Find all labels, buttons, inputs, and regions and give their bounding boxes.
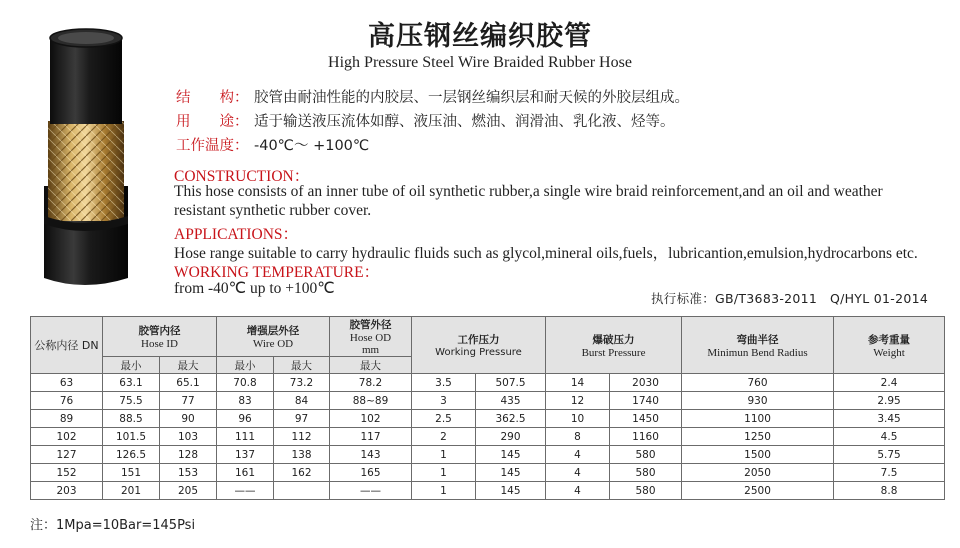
cell: 435 — [476, 392, 546, 410]
cell: 7.5 — [834, 464, 945, 482]
construction-text-line2: resistant synthetic rubber cover. — [174, 202, 372, 219]
header-wire-od-min: 最小 — [217, 357, 274, 374]
cell: 1450 — [610, 410, 682, 428]
application-cn-value: 适于输送液压流体如醇、液压油、燃油、润滑油、乳化液、烃等。 — [254, 114, 675, 130]
table-row — [31, 482, 945, 500]
cell: 101.5 — [103, 428, 160, 446]
cell: —— — [217, 482, 274, 500]
cell: 78.2 — [330, 374, 412, 392]
spec-table — [30, 316, 945, 500]
cell: 151 — [103, 464, 160, 482]
cell: 8 — [546, 428, 610, 446]
cell: 4.5 — [834, 428, 945, 446]
temperature-cn-label: 工作温度： — [176, 138, 249, 154]
construction-text-line1: This hose consists of an inner tube of oil synthetic rubber,a single wire braid reinforcement,and an oil and weather — [174, 183, 883, 200]
cell: 1 — [412, 464, 476, 482]
cell: 73.2 — [274, 374, 330, 392]
construction-cn — [176, 86, 689, 107]
cell-dn: 152 — [31, 464, 103, 482]
table-row — [31, 428, 945, 446]
cell: 10 — [546, 410, 610, 428]
cell: 128 — [160, 446, 217, 464]
cell-dn: 63 — [31, 374, 103, 392]
cell: 14 — [546, 374, 610, 392]
cell: 97 — [274, 410, 330, 428]
cell-dn: 102 — [31, 428, 103, 446]
cell: 580 — [610, 446, 682, 464]
cell: 88~89 — [330, 392, 412, 410]
cell: 930 — [682, 392, 834, 410]
cell: 1500 — [682, 446, 834, 464]
cell-dn: 89 — [31, 410, 103, 428]
cell: 161 — [217, 464, 274, 482]
cell: 2.5 — [412, 410, 476, 428]
header-hose-id-max: 最大 — [160, 357, 217, 374]
cell: 83 — [217, 392, 274, 410]
cell: 4 — [546, 482, 610, 500]
cell: 3.5 — [412, 374, 476, 392]
cell: 760 — [682, 374, 834, 392]
construction-cn-value: 胶管由耐油性能的内胶层、一层钢丝编织层和耐天候的外胶层组成。 — [254, 90, 689, 106]
cell: 4 — [546, 446, 610, 464]
cell: 2 — [412, 428, 476, 446]
cell: 112 — [274, 428, 330, 446]
temperature-text: from -40℃ up to +100℃ — [174, 280, 335, 297]
cell: 1 — [412, 482, 476, 500]
page-title: 高压钢丝编织胶管 — [368, 21, 592, 52]
cell: 1160 — [610, 428, 682, 446]
header-hose-id-min: 最小 — [103, 357, 160, 374]
cell: 126.5 — [103, 446, 160, 464]
header-bend-radius: 弯曲半径 Minimun Bend Radius — [682, 317, 834, 374]
table-row — [31, 410, 945, 428]
cell: 580 — [610, 482, 682, 500]
cell: 145 — [476, 482, 546, 500]
cell: 507.5 — [476, 374, 546, 392]
cell: 1250 — [682, 428, 834, 446]
cell: —— — [330, 482, 412, 500]
table-row — [31, 392, 945, 410]
applications-label: APPLICATIONS： — [174, 226, 299, 243]
cell: 8.8 — [834, 482, 945, 500]
cell: 1740 — [610, 392, 682, 410]
cell: 2050 — [682, 464, 834, 482]
cell: 103 — [160, 428, 217, 446]
header-working-pressure: 工作压力 Working Pressure — [412, 317, 546, 374]
cell — [274, 482, 330, 500]
cell: 70.8 — [217, 374, 274, 392]
cell: 96 — [217, 410, 274, 428]
temperature-label: WORKING TEMPERATURE： — [174, 264, 380, 281]
cell-dn: 127 — [31, 446, 103, 464]
cell-dn: 203 — [31, 482, 103, 500]
standard-code: 执行标准：GB/T3683-2011 Q/HYL 01-2014 — [651, 291, 929, 306]
cell: 205 — [160, 482, 217, 500]
header-dn: 公称内径 DN — [31, 317, 103, 374]
unit-note: 注：1Mpa=10Bar=145Psi — [30, 518, 196, 533]
cell: 3 — [412, 392, 476, 410]
cell: 145 — [476, 464, 546, 482]
cell: 362.5 — [476, 410, 546, 428]
cell: 145 — [476, 446, 546, 464]
cell: 2.95 — [834, 392, 945, 410]
temperature-cn — [176, 134, 369, 155]
cell: 4 — [546, 464, 610, 482]
cell: 2500 — [682, 482, 834, 500]
cell: 65.1 — [160, 374, 217, 392]
cell: 12 — [546, 392, 610, 410]
construction-cn-label: 结 构： — [176, 90, 249, 106]
cell: 165 — [330, 464, 412, 482]
cell: 1100 — [682, 410, 834, 428]
header-hose-od-max: 最大 — [330, 357, 412, 374]
cell: 137 — [217, 446, 274, 464]
cell: 162 — [274, 464, 330, 482]
cell: 153 — [160, 464, 217, 482]
cell: 117 — [330, 428, 412, 446]
header-burst-pressure: 爆破压力 Burst Pressure — [546, 317, 682, 374]
temperature-cn-value: -40℃～ +100℃ — [254, 138, 370, 154]
table-row — [31, 374, 945, 392]
cell: 102 — [330, 410, 412, 428]
applications-text: Hose range suitable to carry hydraulic fluids such as glycol,mineral oils,fuels，lubricantion,emulsion,hydrocarbons etc. — [174, 245, 918, 262]
table-row — [31, 464, 945, 482]
table-row — [31, 446, 945, 464]
cell: 90 — [160, 410, 217, 428]
header-hose-id: 胶管内径 Hose ID — [103, 317, 217, 357]
page-subtitle: High Pressure Steel Wire Braided Rubber Hose — [328, 54, 632, 71]
header-wire-od-max: 最大 — [274, 357, 330, 374]
construction-label: CONSTRUCTION： — [174, 168, 310, 185]
application-cn-label: 用 途： — [176, 114, 249, 130]
header-hose-od: 胶管外径 Hose OD mm — [330, 317, 412, 357]
cell: 75.5 — [103, 392, 160, 410]
cell: 1 — [412, 446, 476, 464]
cell: 2030 — [610, 374, 682, 392]
cell: 5.75 — [834, 446, 945, 464]
cell: 143 — [330, 446, 412, 464]
cell: 3.45 — [834, 410, 945, 428]
header-wire-od: 增强层外径 Wire OD — [217, 317, 330, 357]
header-weight: 参考重量 Weight — [834, 317, 945, 374]
cell: 84 — [274, 392, 330, 410]
application-cn — [176, 110, 675, 131]
cell: 111 — [217, 428, 274, 446]
cell: 138 — [274, 446, 330, 464]
cell: 88.5 — [103, 410, 160, 428]
cell: 580 — [610, 464, 682, 482]
cell: 2.4 — [834, 374, 945, 392]
cell: 77 — [160, 392, 217, 410]
cell: 63.1 — [103, 374, 160, 392]
cell-dn: 76 — [31, 392, 103, 410]
cell: 201 — [103, 482, 160, 500]
cell: 290 — [476, 428, 546, 446]
